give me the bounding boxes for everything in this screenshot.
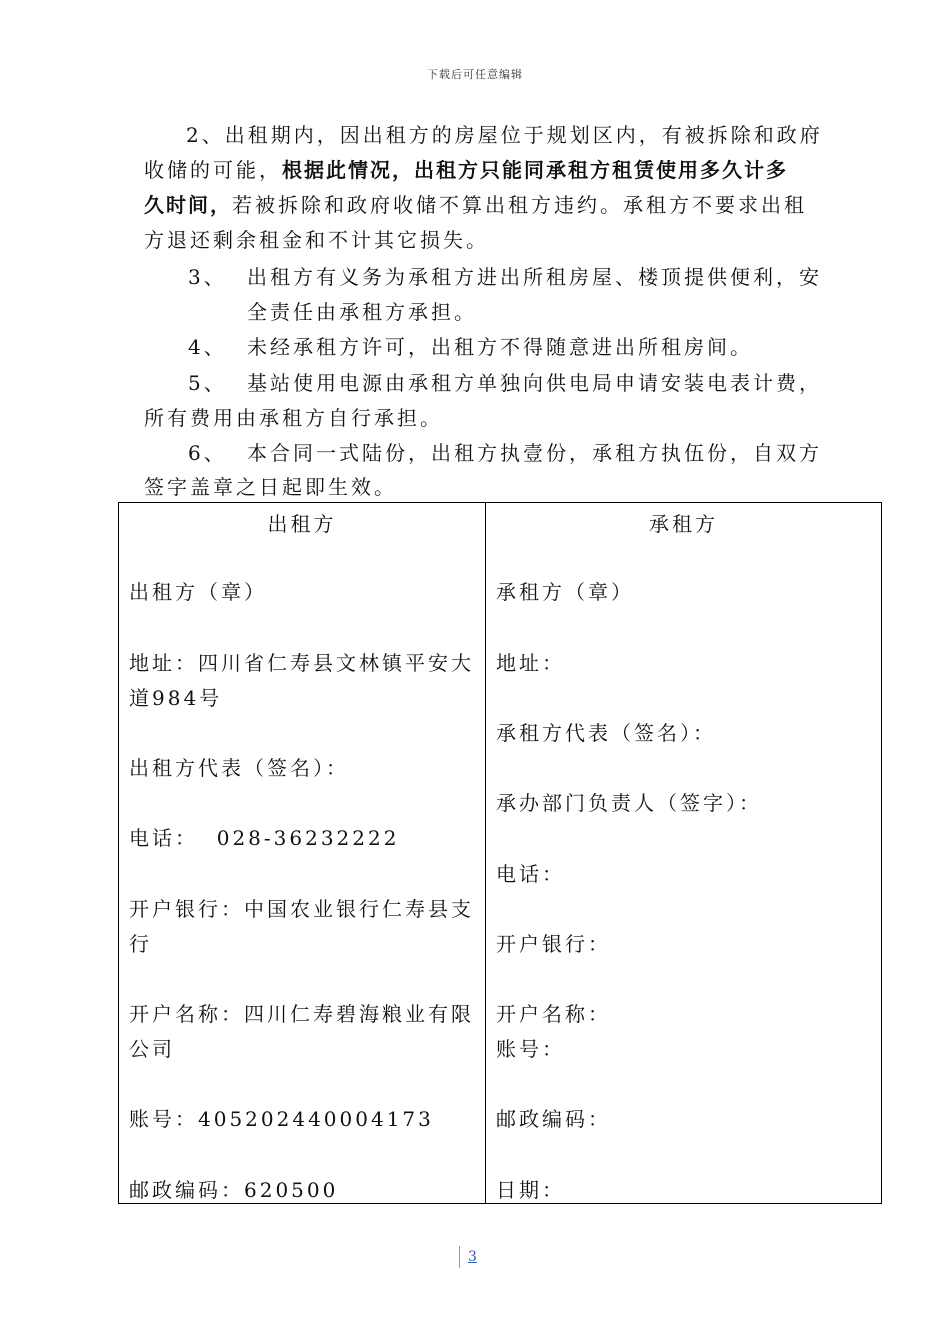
- clause-4-line-1: 未经承租方许可，出租方不得随意进出所租房间。: [247, 335, 753, 359]
- lessor-column: [119, 503, 486, 1204]
- lessor-bank-line-1: 开户银行：中国农业银行仁寿县支: [129, 897, 474, 921]
- lessee-seal-label: 承租方（章）: [496, 580, 634, 604]
- clause-2-line-1: 2、出租期内，因出租方的房屋位于规划区内，有被拆除和政府: [186, 123, 823, 147]
- lessee-column: [486, 503, 882, 1204]
- signature-table: [118, 502, 882, 1204]
- clause-2-line-2: [144, 153, 788, 188]
- clause-4-number: 4、: [188, 335, 227, 359]
- lessee-department-head-label: 承办部门负责人（签字）：: [496, 791, 762, 815]
- lessee-bank-label: 开户银行：: [496, 932, 611, 956]
- clause-5-line-2: 所有费用由承租方自行承担。: [144, 406, 443, 430]
- page-number[interactable]: 3: [459, 1246, 477, 1268]
- lessor-account-number: 账号：405202440004173: [129, 1107, 434, 1131]
- clause-6-line-1: 本合同一式陆份，出租方执壹份，承租方执伍份，自双方: [247, 441, 822, 465]
- clause-3-line-1: 出租方有义务为承租方进出所租房屋、楼顶提供便利，安: [247, 265, 822, 289]
- clause-5-line-1: 基站使用电源由承租方单独向供电局申请安装电表计费，: [247, 371, 822, 395]
- lessor-heading: 出租方: [267, 512, 337, 536]
- lessee-address-label: 地址：: [496, 651, 565, 675]
- lessor-representative-label: 出租方代表（签名）：: [129, 756, 349, 780]
- lessor-address-line-1: 地址：四川省仁寿县文林镇平安大: [129, 651, 474, 675]
- lessee-account-number-label: 账号：: [496, 1037, 565, 1061]
- lessee-postcode-label: 邮政编码：: [496, 1107, 611, 1131]
- clause-3-number: 3、: [188, 265, 227, 289]
- clause-5-number: 5、: [188, 371, 227, 395]
- lessee-representative-label: 承租方代表（签名）：: [496, 721, 716, 745]
- lessor-postcode: 邮政编码：620500: [129, 1178, 339, 1202]
- clause-2-bold-text: 根据此情况，出租方只能同承租方租赁使用多久计多: [282, 158, 788, 182]
- clause-2-line-3: [144, 188, 807, 223]
- clause-6-line-2: 签字盖章之日起即生效。: [144, 475, 397, 499]
- lessor-account-name-line-1: 开户名称：四川仁寿碧海粮业有限: [129, 1002, 474, 1026]
- page-header: 下载后可任意编辑: [427, 68, 523, 81]
- clause-3-line-2: 全责任由承租方承担。: [247, 300, 477, 324]
- lessor-address-line-2: 道984号: [129, 686, 223, 710]
- lessor-bank-line-2: 行: [129, 932, 152, 956]
- lessor-account-name-line-2: 公司: [129, 1037, 175, 1061]
- lessee-date-label: 日期：: [496, 1178, 565, 1202]
- lessor-phone: 电话： 028-36232222: [129, 826, 400, 850]
- clause-2-text: 若被拆除和政府收储不算出租方违约。承租方不要求出租: [232, 193, 807, 217]
- lessee-account-name-label: 开户名称：: [496, 1002, 611, 1026]
- lessor-seal-label: 出租方（章）: [129, 580, 267, 604]
- clause-6-number: 6、: [188, 441, 227, 465]
- clause-2-line-4: 方退还剩余租金和不计其它损失。: [144, 228, 489, 252]
- clause-2-text: 收储的可能，: [144, 158, 282, 182]
- lessee-heading: 承租方: [649, 512, 718, 536]
- lessee-phone-label: 电话：: [496, 862, 565, 886]
- clause-2-bold-text: 久时间，: [144, 193, 232, 217]
